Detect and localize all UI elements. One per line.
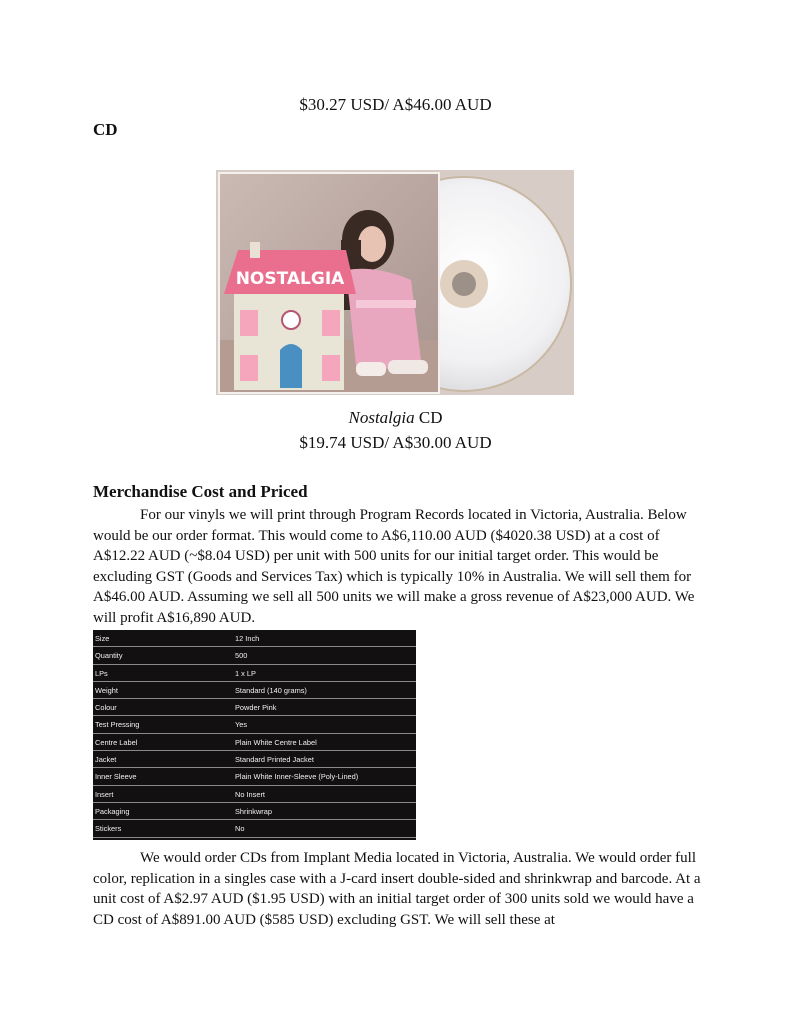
spec-value: Shrinkwrap — [235, 806, 272, 816]
spec-row — [93, 699, 416, 716]
spec-value: No — [235, 824, 245, 834]
spec-value: 1 x LP — [235, 668, 256, 678]
section-heading: Merchandise Cost and Priced — [93, 482, 308, 501]
spec-key: Packaging — [95, 806, 130, 816]
spec-row — [93, 768, 416, 785]
spec-row — [93, 665, 416, 682]
spec-key: LPs — [95, 668, 108, 678]
spec-value: 12 Inch — [235, 634, 260, 643]
spec-value: No Insert — [235, 789, 265, 799]
spec-key: Inner Sleeve — [95, 772, 137, 782]
spec-value: 500 — [235, 651, 248, 661]
cd-cost-paragraph — [93, 848, 703, 930]
spec-row — [93, 751, 416, 768]
vinyl-price: $30.27 USD/ A$46.00 AUD — [299, 95, 492, 114]
spec-key: Quantity — [95, 651, 123, 661]
vinyl-cost-text: For our vinyls we will print through Program Records located in Victoria, Australia. Below would be our order format. This would come to A$6,110.00 AUD ($4020.38 USD) at a cost of A$12.22 AUD (~$8.04 USD) per unit with 500 units for our initial target order. This would be excluding GST (Goods and Services Tax) which is typically 10% in Australia. We will sell them for A$46.00 AUD. Assuming we sell all 500 units we will make a gross revenue of A$23,000 AUD. We will profit A$16,890 AUD. — [93, 507, 695, 626]
spec-key: Test Pressing — [95, 720, 140, 730]
caption-format: CD — [414, 408, 443, 427]
caption-album-name: Nostalgia — [348, 408, 415, 427]
spec-row — [93, 716, 416, 733]
spec-value: Plain White Inner-Sleeve (Poly-Lined) — [235, 772, 359, 782]
spec-value: Standard (140 grams) — [235, 685, 307, 695]
spec-key: Centre Label — [95, 737, 138, 747]
cd-product-image — [216, 170, 574, 395]
spec-value: Yes — [235, 720, 248, 730]
spec-row — [93, 647, 416, 664]
spec-row — [93, 820, 416, 837]
spec-key: Jacket — [95, 755, 117, 765]
spec-row — [93, 786, 416, 803]
spec-row — [93, 682, 416, 699]
spec-row — [93, 630, 416, 647]
spec-value: Plain White Centre Label — [235, 737, 317, 747]
spec-value: Standard Printed Jacket — [235, 755, 314, 765]
spec-key: Weight — [95, 685, 118, 695]
spec-key: Size — [95, 634, 110, 643]
spec-row — [93, 734, 416, 751]
album-cover-graphic — [219, 173, 439, 393]
vinyl-spec-table — [93, 630, 416, 840]
spec-row — [93, 803, 416, 820]
album-title-art: NOSTALGIA — [235, 269, 345, 289]
cd-cost-text: We would order CDs from Implant Media located in Victoria, Australia. We would order full color, replication in a singles case with a J-card insert double-sided and shrinkwrap and barcode. At a unit cost of A$2.97 AUD ($1.95 USD) with an initial target order of 300 units sold we would have a CD cost of A$891.00 AUD ($585 USD) excluding GST. We will sell these at — [93, 850, 701, 928]
spec-key: Colour — [95, 703, 117, 713]
spec-key: Stickers — [95, 824, 122, 834]
cd-caption-title — [0, 408, 791, 428]
spec-key: Insert — [95, 789, 114, 799]
cd-price: $19.74 USD/ A$30.00 AUD — [299, 433, 492, 452]
cd-heading: CD — [93, 120, 118, 139]
spec-value: Powder Pink — [235, 703, 277, 713]
vinyl-cost-paragraph — [93, 505, 703, 629]
